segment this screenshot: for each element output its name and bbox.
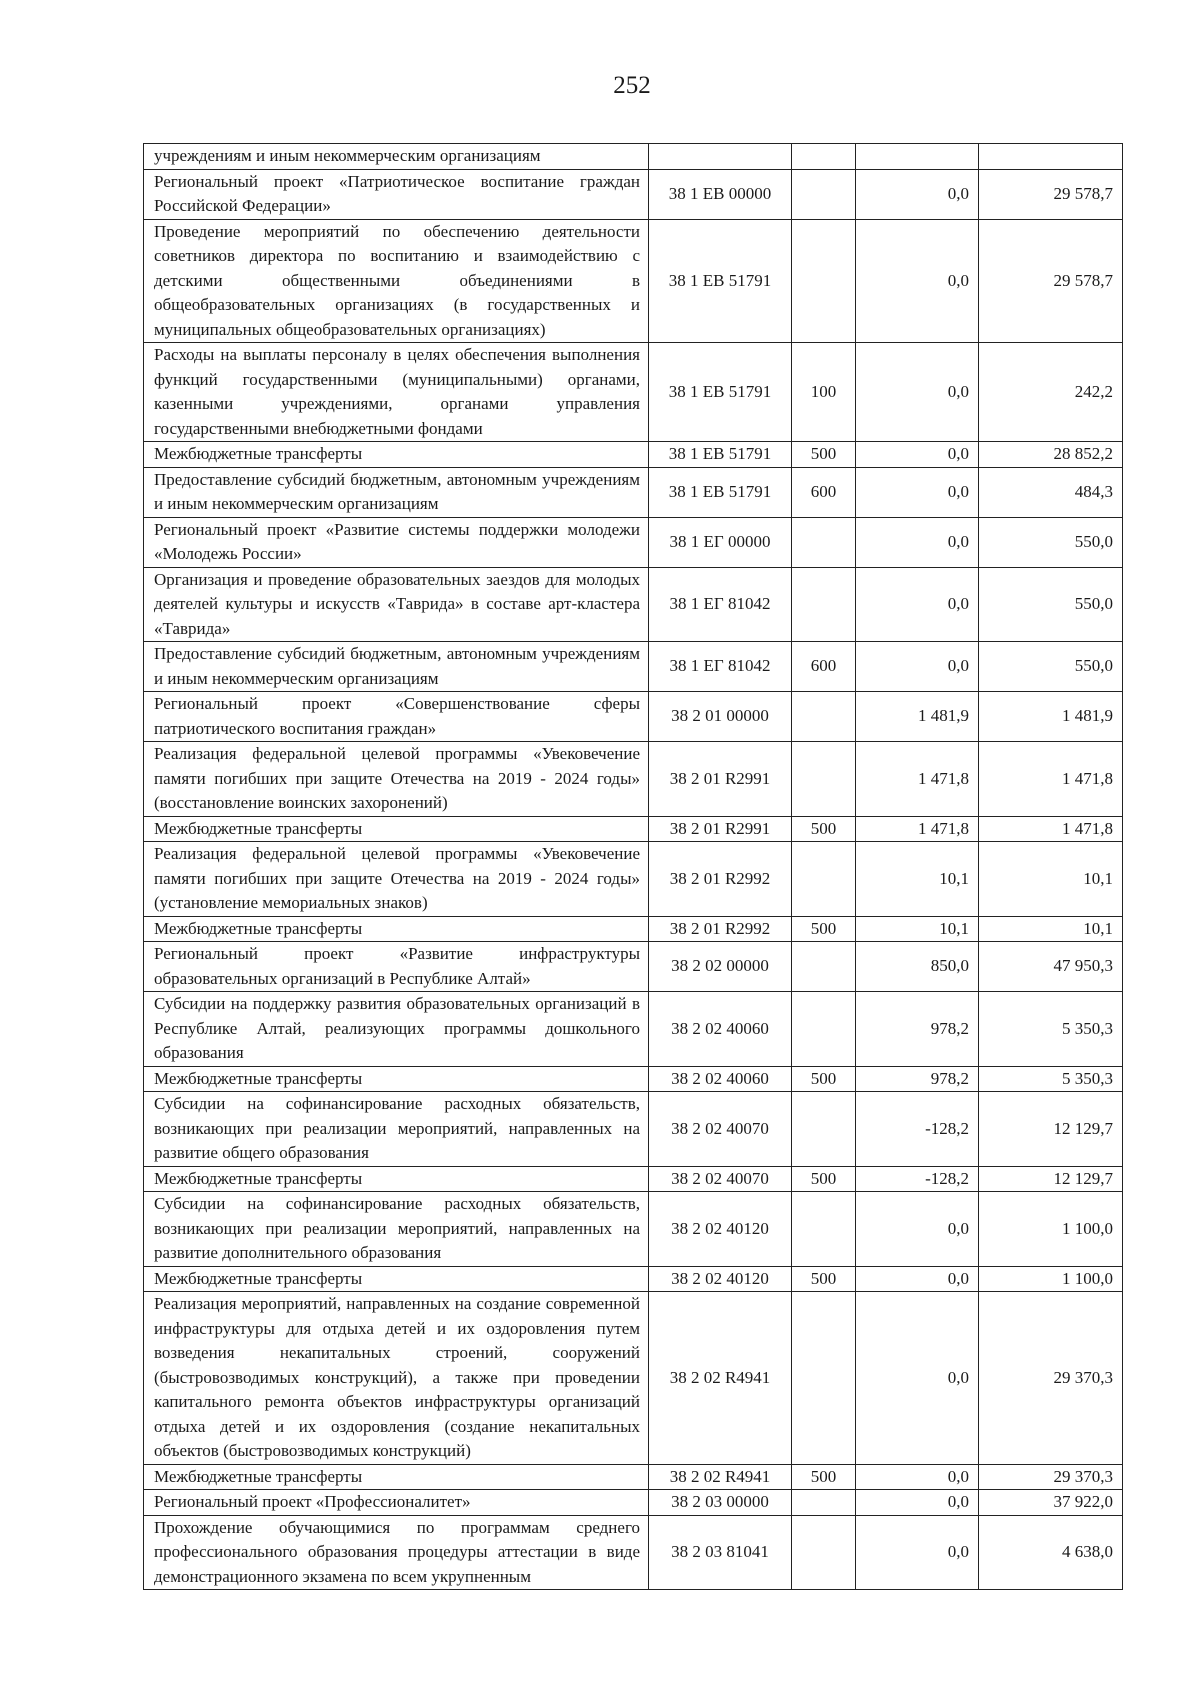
row-amount-2-cell: 10,1 [979, 916, 1123, 942]
row-name-cell: Прохождение обучающимися по программам среднего профессионального образования процедуры аттестации в виде демонстрационного экзамена по всем укрупненным [144, 1515, 649, 1590]
page-number: 252 [613, 72, 651, 99]
row-name-cell: Субсидии на софинансирование расходных обязательств, возникающих при реализации мероприятий, направленных на развитие дополнительного образования [144, 1192, 649, 1267]
row-amount-1-cell: -128,2 [856, 1092, 979, 1167]
row-amount-1-cell: 0,0 [856, 567, 979, 642]
row-expense-type-cell [792, 567, 856, 642]
row-amount-1-cell: 0,0 [856, 1490, 979, 1516]
row-amount-1-cell: 10,1 [856, 916, 979, 942]
budget-table [143, 143, 1123, 1590]
row-amount-2-cell [979, 144, 1123, 170]
row-name-cell: Субсидии на софинансирование расходных обязательств, возникающих при реализации мероприятий, направленных на развитие общего образования [144, 1092, 649, 1167]
table-row [144, 1166, 1123, 1192]
row-code-cell: 38 2 02 00000 [649, 942, 792, 992]
table-row [144, 442, 1123, 468]
row-expense-type-cell [792, 1192, 856, 1267]
row-expense-type-cell [792, 1092, 856, 1167]
row-code-cell: 38 1 EB 51791 [649, 467, 792, 517]
row-amount-2-cell: 484,3 [979, 467, 1123, 517]
row-expense-type-cell [792, 1490, 856, 1516]
row-name-cell: Предоставление субсидий бюджетным, автономным учреждениям и иным некоммерческим организациям [144, 467, 649, 517]
row-amount-2-cell: 1 481,9 [979, 692, 1123, 742]
row-amount-1-cell: 0,0 [856, 442, 979, 468]
row-name-cell: Организация и проведение образовательных заездов для молодых деятелей культуры и искусств «Таврида» в составе арт-кластера «Таврида» [144, 567, 649, 642]
row-amount-2-cell: 28 852,2 [979, 442, 1123, 468]
row-code-cell: 38 1 EГ 81042 [649, 567, 792, 642]
row-name-cell: Предоставление субсидий бюджетным, автономным учреждениям и иным некоммерческим организациям [144, 642, 649, 692]
row-code-cell: 38 2 02 40060 [649, 992, 792, 1067]
row-expense-type-cell [792, 992, 856, 1067]
table-row [144, 1292, 1123, 1465]
table-row [144, 1490, 1123, 1516]
table-row [144, 1266, 1123, 1292]
table-row [144, 1192, 1123, 1267]
row-expense-type-cell: 500 [792, 1066, 856, 1092]
row-amount-1-cell: 0,0 [856, 1266, 979, 1292]
row-code-cell: 38 2 03 00000 [649, 1490, 792, 1516]
row-amount-1-cell: 0,0 [856, 1192, 979, 1267]
row-code-cell: 38 2 02 40060 [649, 1066, 792, 1092]
row-amount-1-cell: 1 471,8 [856, 742, 979, 817]
row-expense-type-cell: 600 [792, 642, 856, 692]
row-expense-type-cell: 500 [792, 1166, 856, 1192]
row-amount-1-cell: 978,2 [856, 992, 979, 1067]
row-expense-type-cell: 600 [792, 467, 856, 517]
row-amount-1-cell: 0,0 [856, 1464, 979, 1490]
row-amount-2-cell: 29 578,7 [979, 219, 1123, 343]
row-amount-1-cell: 0,0 [856, 343, 979, 442]
row-code-cell: 38 2 02 R4941 [649, 1464, 792, 1490]
row-amount-1-cell: 10,1 [856, 842, 979, 917]
row-expense-type-cell [792, 942, 856, 992]
table-row [144, 816, 1123, 842]
row-expense-type-cell [792, 1292, 856, 1465]
row-expense-type-cell [792, 692, 856, 742]
table-row [144, 219, 1123, 343]
row-name-cell: Межбюджетные трансферты [144, 1464, 649, 1490]
row-name-cell: Межбюджетные трансферты [144, 1066, 649, 1092]
row-code-cell: 38 2 01 R2992 [649, 916, 792, 942]
row-code-cell: 38 2 02 40120 [649, 1192, 792, 1267]
row-expense-type-cell [792, 169, 856, 219]
row-expense-type-cell: 500 [792, 916, 856, 942]
row-name-cell: Межбюджетные трансферты [144, 816, 649, 842]
row-name-cell: Расходы на выплаты персоналу в целях обеспечения выполнения функций государственными (муниципальными) органами, казенными учреждениями, органами управления государственными внебюджетными фондами [144, 343, 649, 442]
row-amount-1-cell: 978,2 [856, 1066, 979, 1092]
table-row [144, 567, 1123, 642]
row-expense-type-cell: 500 [792, 1464, 856, 1490]
row-amount-1-cell: 0,0 [856, 1292, 979, 1465]
row-code-cell: 38 2 01 00000 [649, 692, 792, 742]
row-amount-1-cell: 1 481,9 [856, 692, 979, 742]
row-amount-2-cell: 1 471,8 [979, 742, 1123, 817]
row-name-cell: Региональный проект «Профессионалитет» [144, 1490, 649, 1516]
row-amount-1-cell: 0,0 [856, 1515, 979, 1590]
row-name-cell: Межбюджетные трансферты [144, 1266, 649, 1292]
row-code-cell: 38 1 EB 51791 [649, 219, 792, 343]
row-amount-1-cell: 0,0 [856, 219, 979, 343]
row-name-cell: Региональный проект «Патриотическое воспитание граждан Российской Федерации» [144, 169, 649, 219]
row-code-cell: 38 1 EB 00000 [649, 169, 792, 219]
table-row [144, 1066, 1123, 1092]
row-expense-type-cell: 500 [792, 1266, 856, 1292]
row-code-cell: 38 2 02 40120 [649, 1266, 792, 1292]
row-code-cell [649, 144, 792, 170]
row-amount-2-cell: 12 129,7 [979, 1092, 1123, 1167]
table-row [144, 1464, 1123, 1490]
row-code-cell: 38 2 02 40070 [649, 1166, 792, 1192]
row-name-cell: Субсидии на поддержку развития образовательных организаций в Республике Алтай, реализующих программы дошкольного образования [144, 992, 649, 1067]
row-name-cell: Проведение мероприятий по обеспечению деятельности советников директора по воспитанию и взаимодействию с детскими общественными объединениями в общеобразовательных организациях (в государственных и муниципальных общеобразовательных организациях) [144, 219, 649, 343]
row-amount-1-cell: 850,0 [856, 942, 979, 992]
row-amount-2-cell: 5 350,3 [979, 992, 1123, 1067]
row-name-cell: Региональный проект «Развитие системы поддержки молодежи «Молодежь России» [144, 517, 649, 567]
table-row [144, 343, 1123, 442]
row-code-cell: 38 2 01 R2991 [649, 742, 792, 817]
table-row [144, 942, 1123, 992]
row-expense-type-cell: 100 [792, 343, 856, 442]
row-amount-2-cell: 37 922,0 [979, 1490, 1123, 1516]
budget-table-body [144, 144, 1123, 1590]
row-amount-2-cell: 550,0 [979, 567, 1123, 642]
row-name-cell: Реализация федеральной целевой программы «Увековечение памяти погибших при защите Отечества на 2019 - 2024 годы» (восстановление воинских захоронений) [144, 742, 649, 817]
row-expense-type-cell [792, 219, 856, 343]
row-amount-2-cell: 550,0 [979, 642, 1123, 692]
table-row [144, 1515, 1123, 1590]
row-amount-2-cell: 29 370,3 [979, 1464, 1123, 1490]
row-code-cell: 38 1 EB 51791 [649, 343, 792, 442]
table-row [144, 992, 1123, 1067]
row-amount-2-cell: 10,1 [979, 842, 1123, 917]
row-amount-1-cell: 0,0 [856, 517, 979, 567]
row-amount-1-cell: 0,0 [856, 467, 979, 517]
row-name-cell: Региональный проект «Развитие инфраструктуры образовательных организаций в Республике Алтай» [144, 942, 649, 992]
row-expense-type-cell [792, 517, 856, 567]
row-name-cell: Межбюджетные трансферты [144, 916, 649, 942]
row-amount-2-cell: 4 638,0 [979, 1515, 1123, 1590]
row-name-cell: Межбюджетные трансферты [144, 442, 649, 468]
table-row [144, 467, 1123, 517]
row-amount-1-cell: -128,2 [856, 1166, 979, 1192]
row-code-cell: 38 2 02 R4941 [649, 1292, 792, 1465]
table-row [144, 916, 1123, 942]
table-row [144, 144, 1123, 170]
row-expense-type-cell [792, 144, 856, 170]
row-amount-2-cell: 29 370,3 [979, 1292, 1123, 1465]
row-amount-2-cell: 1 100,0 [979, 1192, 1123, 1267]
row-expense-type-cell [792, 1515, 856, 1590]
row-code-cell: 38 2 01 R2992 [649, 842, 792, 917]
table-row [144, 742, 1123, 817]
row-amount-2-cell: 29 578,7 [979, 169, 1123, 219]
row-amount-1-cell: 1 471,8 [856, 816, 979, 842]
row-amount-2-cell: 242,2 [979, 343, 1123, 442]
row-code-cell: 38 2 01 R2991 [649, 816, 792, 842]
row-amount-2-cell: 47 950,3 [979, 942, 1123, 992]
row-amount-1-cell: 0,0 [856, 169, 979, 219]
table-row [144, 842, 1123, 917]
table-row [144, 642, 1123, 692]
row-code-cell: 38 2 02 40070 [649, 1092, 792, 1167]
row-expense-type-cell [792, 742, 856, 817]
row-expense-type-cell: 500 [792, 816, 856, 842]
row-amount-2-cell: 550,0 [979, 517, 1123, 567]
row-amount-1-cell: 0,0 [856, 642, 979, 692]
row-code-cell: 38 2 03 81041 [649, 1515, 792, 1590]
row-amount-2-cell: 12 129,7 [979, 1166, 1123, 1192]
row-code-cell: 38 1 EГ 81042 [649, 642, 792, 692]
row-code-cell: 38 1 EB 51791 [649, 442, 792, 468]
row-amount-2-cell: 1 471,8 [979, 816, 1123, 842]
row-expense-type-cell: 500 [792, 442, 856, 468]
table-row [144, 692, 1123, 742]
row-name-cell: Реализация мероприятий, направленных на создание современной инфраструктуры для отдыха детей и их оздоровления путем возведения некапитальных строений, сооружений (быстровозводимых конструкций), а также при проведении капитального ремонта объектов инфраструктуры организаций отдыха детей и их оздоровления (создание некапитальных объектов (быстровозводимых конструкций) [144, 1292, 649, 1465]
table-row [144, 517, 1123, 567]
row-amount-2-cell: 5 350,3 [979, 1066, 1123, 1092]
row-name-cell: Межбюджетные трансферты [144, 1166, 649, 1192]
row-amount-2-cell: 1 100,0 [979, 1266, 1123, 1292]
row-name-cell: учреждениям и иным некоммерческим организациям [144, 144, 649, 170]
row-expense-type-cell [792, 842, 856, 917]
row-code-cell: 38 1 EГ 00000 [649, 517, 792, 567]
table-row [144, 169, 1123, 219]
row-name-cell: Реализация федеральной целевой программы «Увековечение памяти погибших при защите Отечества на 2019 - 2024 годы» (установление мемориальных знаков) [144, 842, 649, 917]
table-row [144, 1092, 1123, 1167]
row-name-cell: Региональный проект «Совершенствование сферы патриотического воспитания граждан» [144, 692, 649, 742]
budget-table-container [143, 143, 1123, 1590]
row-amount-1-cell [856, 144, 979, 170]
